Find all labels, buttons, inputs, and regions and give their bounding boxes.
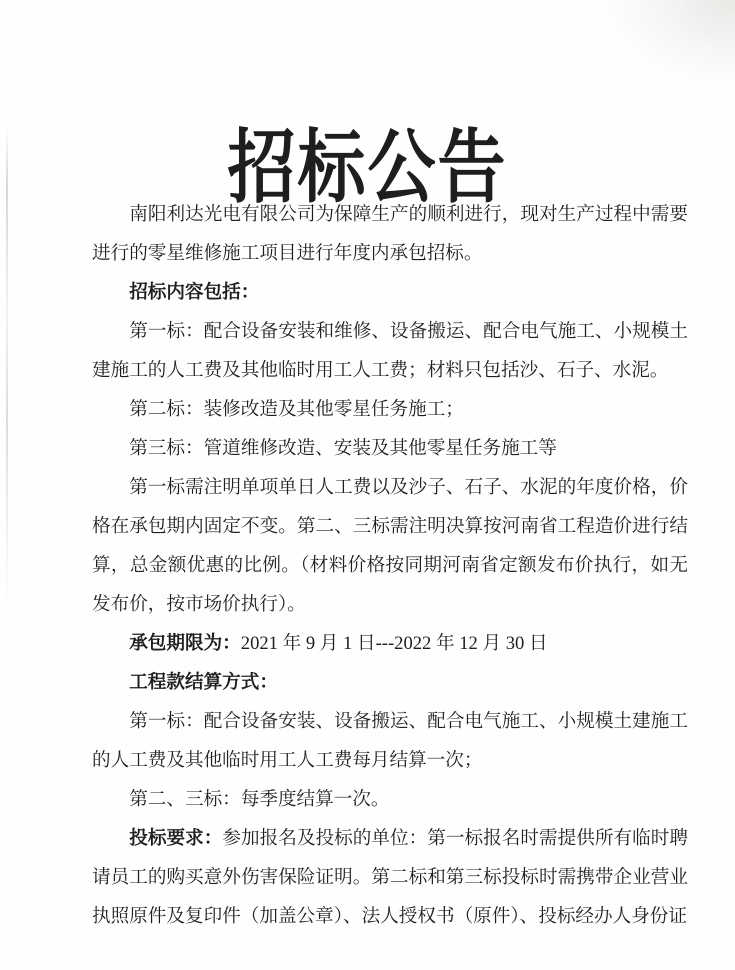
paragraph-settlement-lot23	[92, 780, 688, 819]
paragraph-lead: 招标内容包括：	[129, 282, 260, 303]
paragraph-heading-settlement	[92, 663, 688, 702]
paragraph-lead: 承包期限为：	[129, 633, 241, 654]
paragraph-lot3	[92, 429, 688, 468]
paragraph-text: 第二、三标：每季度结算一次。	[129, 789, 390, 810]
paragraph-text: 第一标需注明单项单日人工费以及沙子、石子、水泥的年度价格，价格在承包期内固定不变。第二、三标需注明决算按河南省工程造价进行结算，总金额优惠的比例。（材料价格按同期河南省定额发布价执行，如无发布价，按市场价执行）。	[92, 477, 688, 615]
paragraph-text: 2021 年 9 月 1 日---2022 年 12 月 30 日	[240, 633, 548, 654]
document-body	[92, 195, 688, 936]
paragraph-text: 第二标：装修改造及其他零星任务施工；	[129, 399, 464, 420]
paragraph-lot2	[92, 390, 688, 429]
paragraph-contract-period	[92, 624, 688, 663]
paragraph-lead: 工程款结算方式：	[129, 672, 278, 693]
paragraph-lead: 投标要求：	[129, 828, 223, 849]
paragraph-text: 参加报名及投标的单位：第一标报名时需提供所有临时聘请员工的购买意外伤害保险证明。第二标和第三标投标时需携带企业营业执照原件及复印件（加盖公章）、法人授权书（原件）、投标经办人身份证	[92, 828, 688, 927]
paragraph-heading-tender-content	[92, 273, 688, 312]
paragraph-pricing-rules	[92, 468, 688, 624]
scan-shadow-artifact	[605, 0, 735, 85]
paragraph-text: 第一标：配合设备安装、设备搬运、配合电气施工、小规模土建施工的人工费及其他临时用工人工费每月结算一次；	[92, 711, 688, 771]
paragraph-text: 南阳利达光电有限公司为保障生产的顺利进行，现对生产过程中需要进行的零星维修施工项目进行年度内承包招标。	[92, 204, 688, 264]
paragraph-lot1	[92, 312, 688, 390]
paragraph-bid-requirements	[92, 819, 688, 936]
paragraph-text: 第一标：配合设备安装和维修、设备搬运、配合电气施工、小规模土建施工的人工费及其他临时用工人工费；材料只包括沙、石子、水泥。	[92, 321, 688, 381]
paragraph-intro	[92, 195, 688, 273]
paragraph-text: 第三标：管道维修改造、安装及其他零星任务施工等	[129, 438, 557, 459]
paragraph-settlement-lot1	[92, 702, 688, 780]
document-title: 招标公告	[227, 122, 508, 213]
